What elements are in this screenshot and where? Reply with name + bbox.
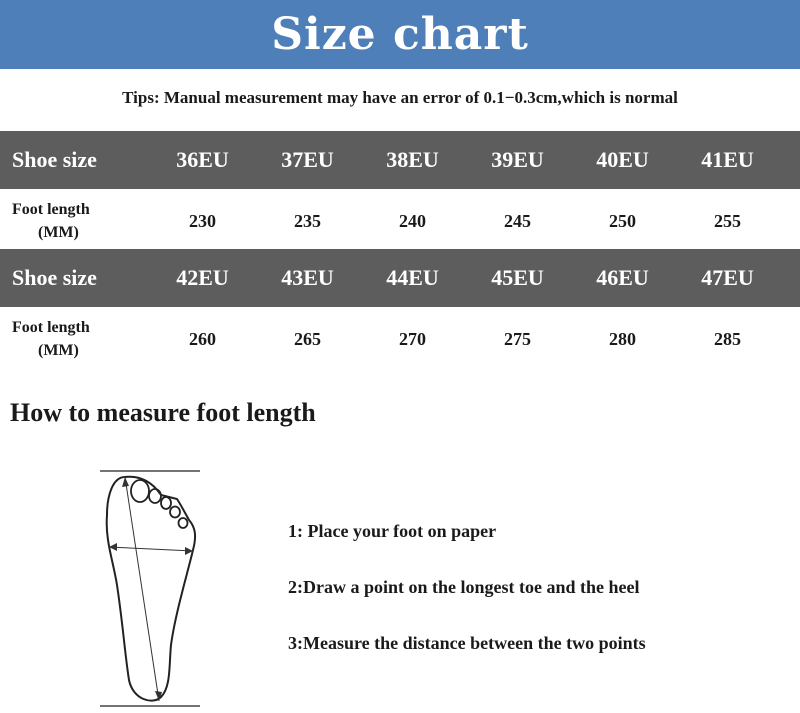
length-cell: 275 [504,328,531,349]
size-row-1 [0,131,800,189]
foot-length-label: Foot length [12,319,90,336]
length-cell: 265 [294,328,321,349]
size-cell: 36EU [176,147,229,172]
size-cell: 43EU [281,265,334,290]
size-cell: 42EU [176,265,229,290]
length-arrow-head-top [122,477,129,487]
length-cell: 245 [504,210,531,231]
measure-steps [288,515,788,683]
shoe-size-header: Shoe size [12,265,97,290]
length-cell: 240 [399,210,426,231]
size-cell: 39EU [491,147,544,172]
step-3: 3:Measure the distance between the two points [288,633,646,653]
foot-outline-illustration [95,465,205,710]
size-cell: 47EU [701,265,754,290]
foot-length-header [0,198,150,244]
foot-outline [107,477,195,701]
length-cell: 260 [189,328,216,349]
width-arrow-line [109,547,193,551]
size-cell: 46EU [596,265,649,290]
size-row-2 [0,249,800,307]
size-cell: 38EU [386,147,439,172]
size-cell: 40EU [596,147,649,172]
length-cell: 250 [609,210,636,231]
foot-length-label: Foot length [12,201,90,218]
howto-heading: How to measure foot length [10,398,316,427]
page-title: Size chart [271,9,529,60]
length-arrow-line [125,477,159,701]
length-cell: 255 [714,210,741,231]
toe-4 [170,507,180,518]
step-2: 2:Draw a point on the longest toe and the heel [288,577,640,597]
length-cell: 235 [294,210,321,231]
length-row-2 [0,310,800,368]
toe-2 [149,489,161,503]
size-cell: 37EU [281,147,334,172]
length-cell: 270 [399,328,426,349]
tips-note: Tips: Manual measurement may have an error of 0.1−0.3cm,which is normal [122,88,678,107]
size-cell: 45EU [491,265,544,290]
toe-1 [131,480,149,502]
size-cell: 44EU [386,265,439,290]
length-row-1 [0,192,800,250]
step-1: 1: Place your foot on paper [288,521,497,541]
length-cell: 285 [714,328,741,349]
title-banner [0,0,800,69]
length-cell: 230 [189,210,216,231]
length-cell: 280 [609,328,636,349]
toe-5 [179,518,188,528]
size-cell: 41EU [701,147,754,172]
foot-length-unit: (MM) [38,224,79,241]
toe-3 [161,497,171,509]
shoe-size-header: Shoe size [12,147,97,172]
foot-length-header [0,316,150,362]
foot-length-unit: (MM) [38,342,79,359]
